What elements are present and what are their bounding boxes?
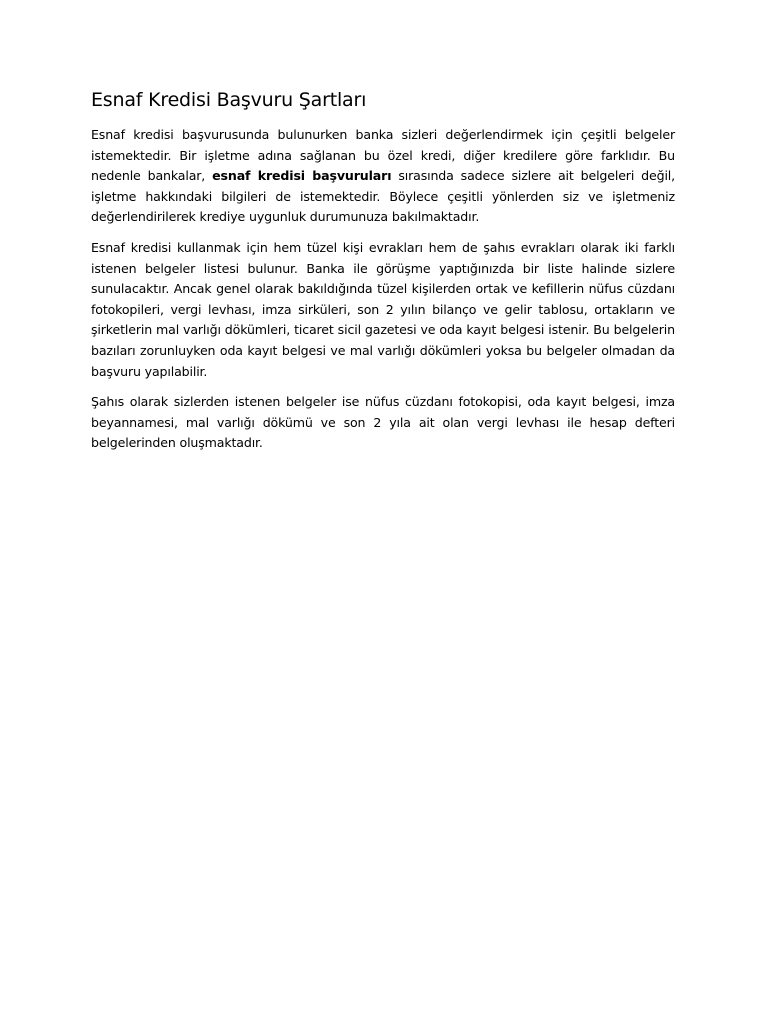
paragraph-2: Esnaf kredisi kullanmak için hem tüzel kişi evrakları hem de şahıs evrakları olarak iki farklı istenen belgeler listesi bulunur. Banka ile görüşme yaptığınızda bir liste halinde sizlere sunulacaktır. Ancak genel olarak bakıldığında tüzel kişilerden ortak ve kefillerin nüfus cüzdanı fotokopileri, vergi levhası, imza sirküleri, son 2 yılın bilanço ve gelir tablosu, ortakların ve şirketlerin mal varlığı dökümleri, ticaret sicil gazetesi ve oda kayıt belgesi istenir. Bu belgelerin bazıları zorunluyken oda kayıt belgesi ve mal varlığı dökümleri yoksa bu belgeler olmadan da başvuru yapılabilir. xyxy=(91,239,675,379)
paragraph-3: Şahıs olarak sizlerden istenen belgeler ise nüfus cüzdanı fotokopisi, oda kayıt belgesi, imza beyannamesi, mal varlığı dökümü ve son 2 yıla ait olan vergi levhası ile hesap defteri belgelerinden oluşmaktadır. xyxy=(91,394,675,451)
document-body xyxy=(91,86,675,464)
paragraph-1-bold-phrase: esnaf kredisi başvuruları xyxy=(212,168,392,184)
paragraph-1 xyxy=(91,125,675,228)
document-title: Esnaf Kredisi Başvuru Şartları xyxy=(91,89,367,111)
paragraph-1-text-end: sırasında sadece sizlere ait belgeleri değil, işletme hakkındaki bilgileri de istemektedir. Böylece çeşitli yönlerden siz ve işletmeniz değerlendirilerek krediye uygunluk durumunuza bakılmaktadır. xyxy=(91,168,676,225)
paragraph-1-text-start: Esnaf kredisi başvurusunda bulunurken banka sizleri değerlendirmek için çeşitli belgeler istemektedir. Bir işletme adına sağlanan bu özel kredi, diğer kredilere göre farklıdır. Bu nedenle bankalar, xyxy=(91,127,675,184)
